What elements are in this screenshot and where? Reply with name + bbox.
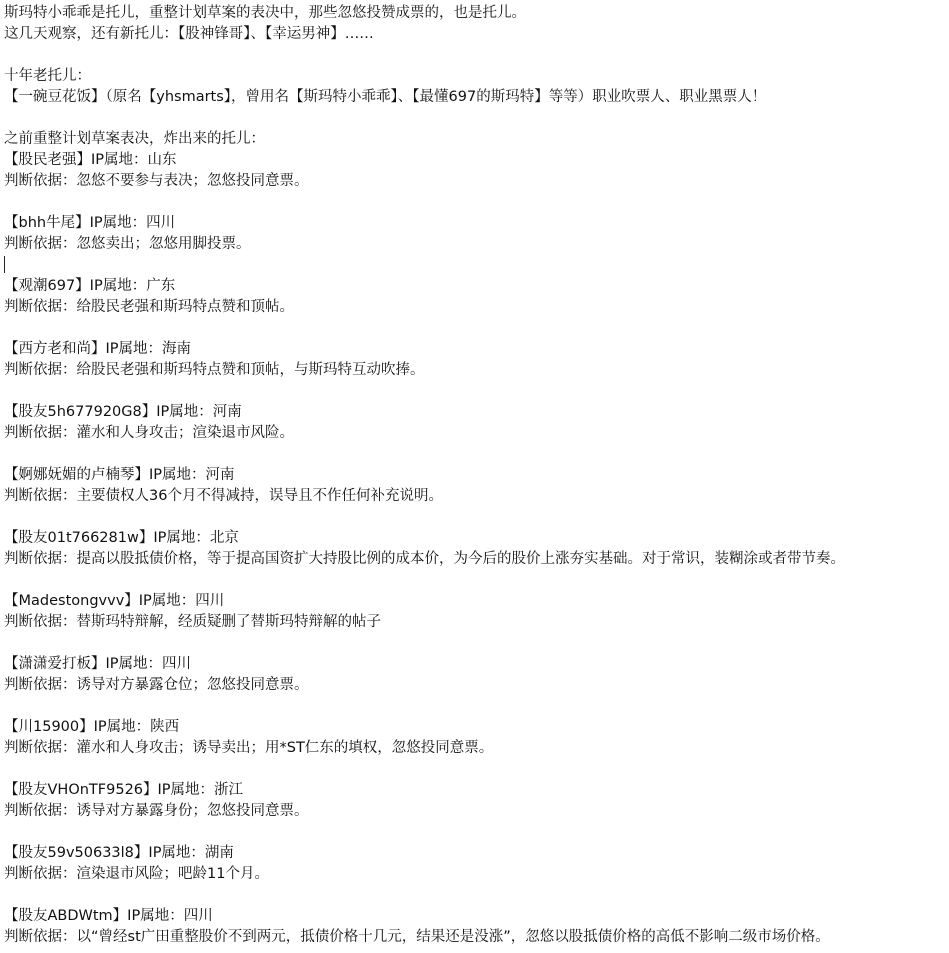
blank-line — [4, 507, 949, 528]
entry-name: 【股友5h677920G8】IP属地：河南 — [4, 404, 242, 420]
entry-basis: 判断依据：忽悠不要参与表决；忽悠投同意票。 — [4, 173, 309, 189]
entry — [4, 150, 949, 192]
blank-line — [4, 255, 949, 276]
veteran-heading: 十年老托儿： — [4, 68, 91, 84]
blank-line — [4, 570, 949, 591]
entry-basis: 判断依据：给股民老强和斯玛特点赞和顶帖。 — [4, 299, 294, 315]
blank-line — [4, 192, 949, 213]
entry — [4, 339, 949, 381]
entry-basis: 判断依据：以“曾经st广田重整股价不到两元，抵债价格十几元，结果还是没涨”，忽悠以股抵债价格的高低不影响二级市场价格。 — [4, 929, 830, 945]
document-body — [4, 3, 949, 948]
entry — [4, 654, 949, 696]
entry-basis: 判断依据：灌水和人身攻击；诱导卖出；用*ST仁东的填权，忽悠投同意票。 — [4, 740, 494, 756]
veteran-description: 【一碗豆花饭】（原名【yhsmarts】，曾用名【斯玛特小乖乖】、【最懂697的斯玛特】等等）职业吹票人、职业黑票人！ — [4, 89, 767, 105]
blank-line — [4, 381, 949, 402]
entry-name: 【股民老强】IP属地：山东 — [4, 152, 177, 168]
entry-name: 【婀娜妩媚的卢楠琴】IP属地：河南 — [4, 467, 235, 483]
entry-basis: 判断依据：主要债权人36个月不得减持，误导且不作任何补充说明。 — [4, 488, 443, 504]
entry-name: 【bhh牛尾】IP属地：四川 — [4, 215, 176, 231]
entry-name: 【川15900】IP属地：陕西 — [4, 719, 180, 735]
entry-name: 【Madestongvvv】IP属地：四川 — [4, 593, 225, 609]
blank-line — [4, 444, 949, 465]
entry-name: 【观潮697】IP属地：广东 — [4, 278, 176, 294]
blank-line — [4, 318, 949, 339]
entry — [4, 717, 949, 759]
entry-basis: 判断依据：给股民老强和斯玛特点赞和顶帖，与斯玛特互动吹捧。 — [4, 362, 425, 378]
intro-line-2: 这几天观察，还有新托儿：【股神锋哥】、【幸运男神】…… — [4, 26, 374, 42]
entry — [4, 843, 949, 885]
blank-line — [4, 885, 949, 906]
entry-name: 【股友59v50633l8】IP属地：湖南 — [4, 845, 234, 861]
blank-line — [4, 45, 949, 66]
blank-line — [4, 759, 949, 780]
entry — [4, 591, 949, 633]
entry — [4, 402, 949, 444]
entry-name: 【股友01t766281w】IP属地：北京 — [4, 530, 239, 546]
entry-name: 【西方老和尚】IP属地：海南 — [4, 341, 192, 357]
blank-line — [4, 696, 949, 717]
entry-basis: 判断依据：诱导对方暴露身份；忽悠投同意票。 — [4, 803, 309, 819]
entry-basis: 判断依据：灌水和人身攻击；渲染退市风险。 — [4, 425, 294, 441]
intro-line-1: 斯玛特小乖乖是托儿，重整计划草案的表决中，那些忽悠投赞成票的，也是托儿。 — [4, 5, 526, 21]
entry — [4, 906, 949, 948]
entry-basis: 判断依据：替斯玛特辩解，经质疑删了替斯玛特辩解的帖子 — [4, 614, 381, 630]
blank-line — [4, 822, 949, 843]
entry-name: 【股友ABDWtm】IP属地：四川 — [4, 908, 213, 924]
text-caret — [4, 256, 5, 273]
entry-basis: 判断依据：忽悠卖出；忽悠用脚投票。 — [4, 236, 251, 252]
entry — [4, 213, 949, 255]
blank-line — [4, 633, 949, 654]
entry-basis: 判断依据：诱导对方暴露仓位；忽悠投同意票。 — [4, 677, 309, 693]
entry — [4, 276, 949, 318]
blank-line — [4, 108, 949, 129]
entry — [4, 465, 949, 507]
entry — [4, 528, 949, 570]
entry-basis: 判断依据：提高以股抵债价格，等于提高国资扩大持股比例的成本价，为今后的股价上涨夯实基础。对于常识，装糊涂或者带节奏。 — [4, 551, 845, 567]
entry-basis: 判断依据：渲染退市风险；吧龄11个月。 — [4, 866, 269, 882]
entry-name: 【潇潇爱打板】IP属地：四川 — [4, 656, 192, 672]
section-heading: 之前重整计划草案表决，炸出来的托儿： — [4, 131, 265, 147]
entry-name: 【股友VHOnTF9526】IP属地：浙江 — [4, 782, 244, 798]
entry — [4, 780, 949, 822]
